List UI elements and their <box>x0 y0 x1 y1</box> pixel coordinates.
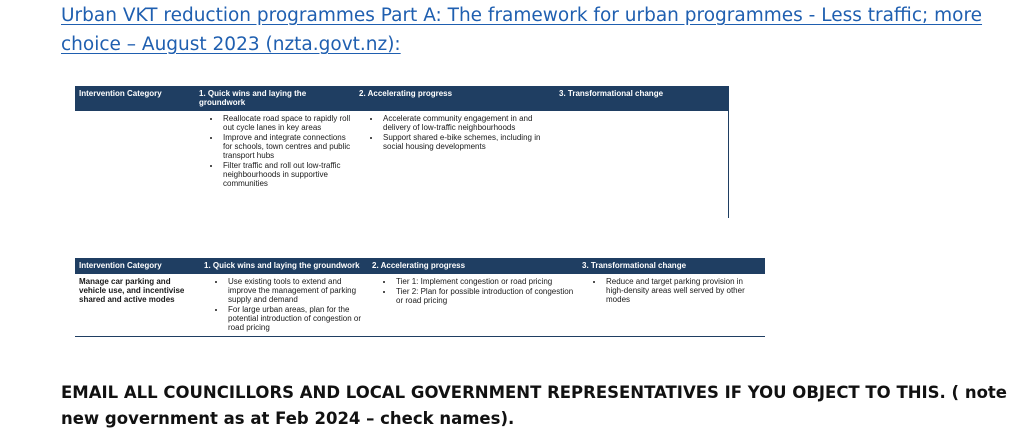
header-accelerating-progress: 2. Accelerating progress <box>368 258 578 274</box>
list-item: • Improve and integrate connections for schools, town centres and public transport hubs <box>221 133 351 160</box>
transformational-change-cell <box>578 274 765 337</box>
table-header-row <box>75 258 765 274</box>
accelerating-progress-cell <box>355 111 555 218</box>
intervention-table-parking <box>75 258 765 337</box>
list-item: • Filter traffic and roll out low-traffic neighbourhoods in supportive communities <box>221 161 351 188</box>
header-accelerating-progress: 2. Accelerating progress <box>355 86 555 111</box>
table-row <box>75 274 765 337</box>
accelerating-progress-cell <box>368 274 578 337</box>
quick-wins-cell <box>200 274 368 337</box>
transformational-change-cell <box>555 111 728 218</box>
row-category-cell <box>75 111 195 218</box>
header-intervention-category: Intervention Category <box>75 86 195 111</box>
list-item: • Tier 2: Plan for possible introduction of congestion or road pricing <box>394 287 574 305</box>
header-intervention-category: Intervention Category <box>75 258 200 274</box>
intervention-table-cycling <box>75 86 729 218</box>
list-item: • Reallocate road space to rapidly roll out cycle lanes in key areas <box>221 114 351 132</box>
table-header-row <box>75 86 728 111</box>
list-item: • Support shared e-bike schemes, including in social housing developments <box>381 133 551 151</box>
table-row <box>75 111 728 218</box>
list-item: • For large urban areas, plan for the potential introduction of congestion or road pricing <box>226 305 364 332</box>
nzta-framework-link[interactable]: Urban VKT reduction programmes Part A: The framework for urban programmes - Less traffic; more choice – August 2023 (nzta.govt.nz): <box>61 5 983 55</box>
row-category-cell: Manage car parking and vehicle use, and incentivise shared and active modes <box>79 277 185 304</box>
list-item: • Accelerate community engagement in and delivery of low-traffic neighbourhoods <box>381 114 551 132</box>
header-transformational-change: 3. Transformational change <box>555 86 728 111</box>
list-item: • Use existing tools to extend and improve the management of parking supply and demand <box>226 277 364 304</box>
header-quick-wins: 1. Quick wins and laying the groundwork <box>195 86 355 111</box>
source-link-paragraph <box>61 1 1021 59</box>
quick-wins-cell <box>195 111 355 218</box>
list-item: • Tier 1: Implement congestion or road pricing <box>394 277 574 286</box>
email-councillors-note: EMAIL ALL COUNCILLORS AND LOCAL GOVERNMENT REPRESENTATIVES IF YOU OBJECT TO THIS. ( note new government as at Feb 2024 – check names). <box>61 383 1007 428</box>
list-item: • Reduce and target parking provision in high-density areas well served by other modes <box>604 277 761 304</box>
header-quick-wins: 1. Quick wins and laying the groundwork <box>200 258 368 274</box>
header-transformational-change: 3. Transformational change <box>578 258 765 274</box>
